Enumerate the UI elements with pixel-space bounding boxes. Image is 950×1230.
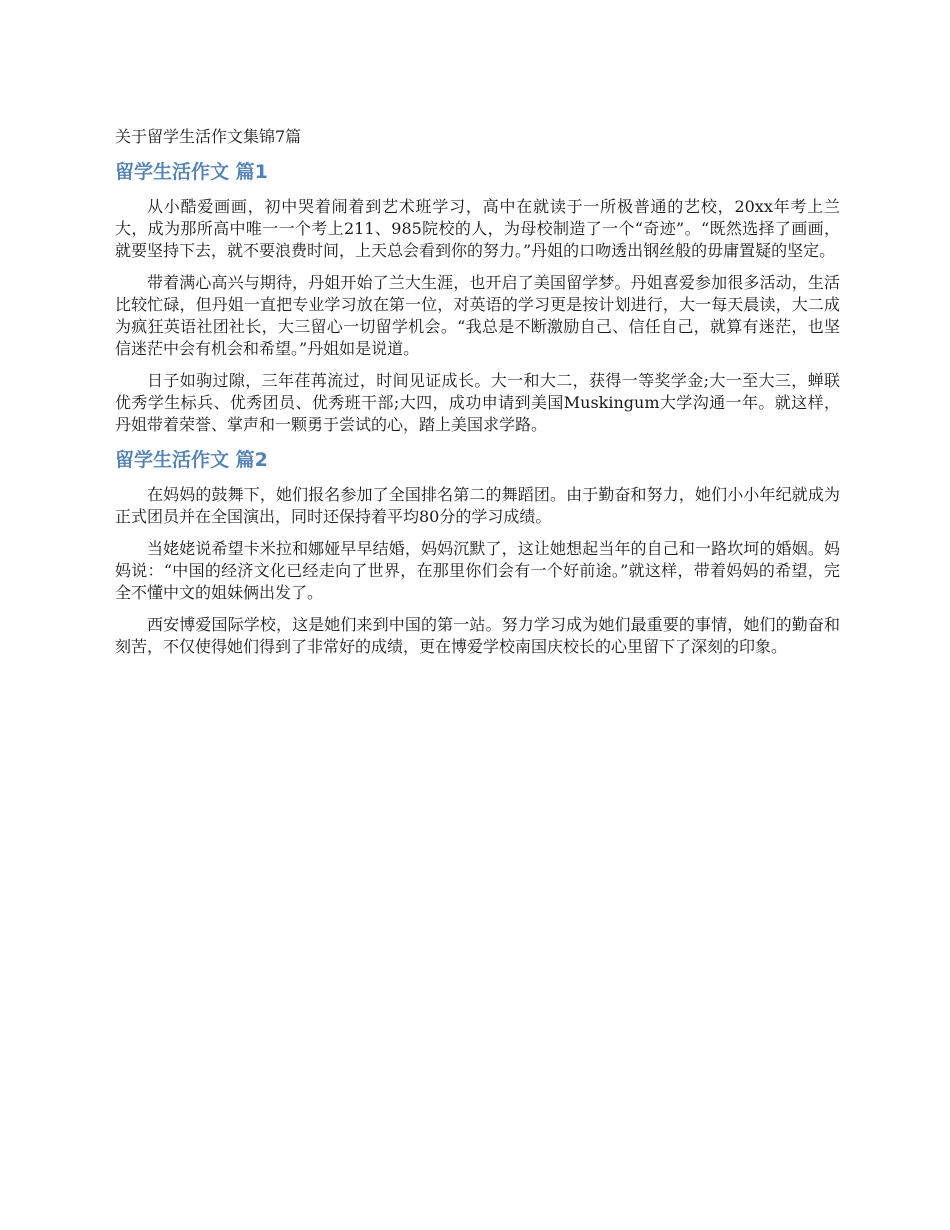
paragraph: 日子如驹过隙，三年荏苒流过，时间见证成长。大一和大二，获得一等奖学金;大一至大三，蝉联优秀学生标兵、优秀团员、优秀班干部;大四，成功申请到美国Muskingum大学沟通一年。就这样，丹姐带着荣誉、掌声和一颗勇于尝试的心，踏上美国求学路。 <box>115 371 840 434</box>
paragraph: 西安博爱国际学校，这是她们来到中国的第一站。努力学习成为她们最重要的事情，她们的勤奋和刻苦，不仅使得她们得到了非常好的成绩，更在博爱学校南国庆校长的心里留下了深刻的印象。 <box>115 615 840 656</box>
section-1 <box>115 158 840 436</box>
document-title: 关于留学生活作文集锦7篇 <box>115 127 302 146</box>
section-heading: 留学生活作文 篇1 <box>115 161 268 183</box>
paragraph: 在妈妈的鼓舞下，她们报名参加了全国排名第二的舞蹈团。由于勤奋和努力，她们小小年纪就成为正式团员并在全国演出，同时还保持着平均80分的学习成绩。 <box>115 485 840 526</box>
paragraph: 从小酷爱画画，初中哭着闹着到艺术班学习，高中在就读于一所极普通的艺校，20xx年考上兰大，成为那所高中唯一一个考上211、985院校的人，为母校制造了一个“奇迹”。“既然选择了画画，就要坚持下去，就不要浪费时间，上天总会看到你的努力。”丹姐的口吻透出钢丝般的毋庸置疑的坚定。 <box>115 197 840 260</box>
paragraph: 当姥姥说希望卡米拉和娜娅早早结婚，妈妈沉默了，这让她想起当年的自己和一路坎坷的婚姻。妈妈说：“中国的经济文化已经走向了世界，在那里你们会有一个好前途。”就这样，带着妈妈的希望，完全不懂中文的姐妹俩出发了。 <box>115 539 840 602</box>
section-2 <box>115 446 840 658</box>
document-page <box>115 124 840 668</box>
section-heading: 留学生活作文 篇2 <box>115 449 268 471</box>
paragraph: 带着满心高兴与期待，丹姐开始了兰大生涯，也开启了美国留学梦。丹姐喜爱参加很多活动，生活比较忙碌，但丹姐一直把专业学习放在第一位，对英语的学习更是按计划进行，大一每天晨读，大二成为疯狂英语社团社长，大三留心一切留学机会。“我总是不断激励自己、信任自己，就算有迷茫，也坚信迷茫中会有机会和希望。”丹姐如是说道。 <box>115 273 840 358</box>
